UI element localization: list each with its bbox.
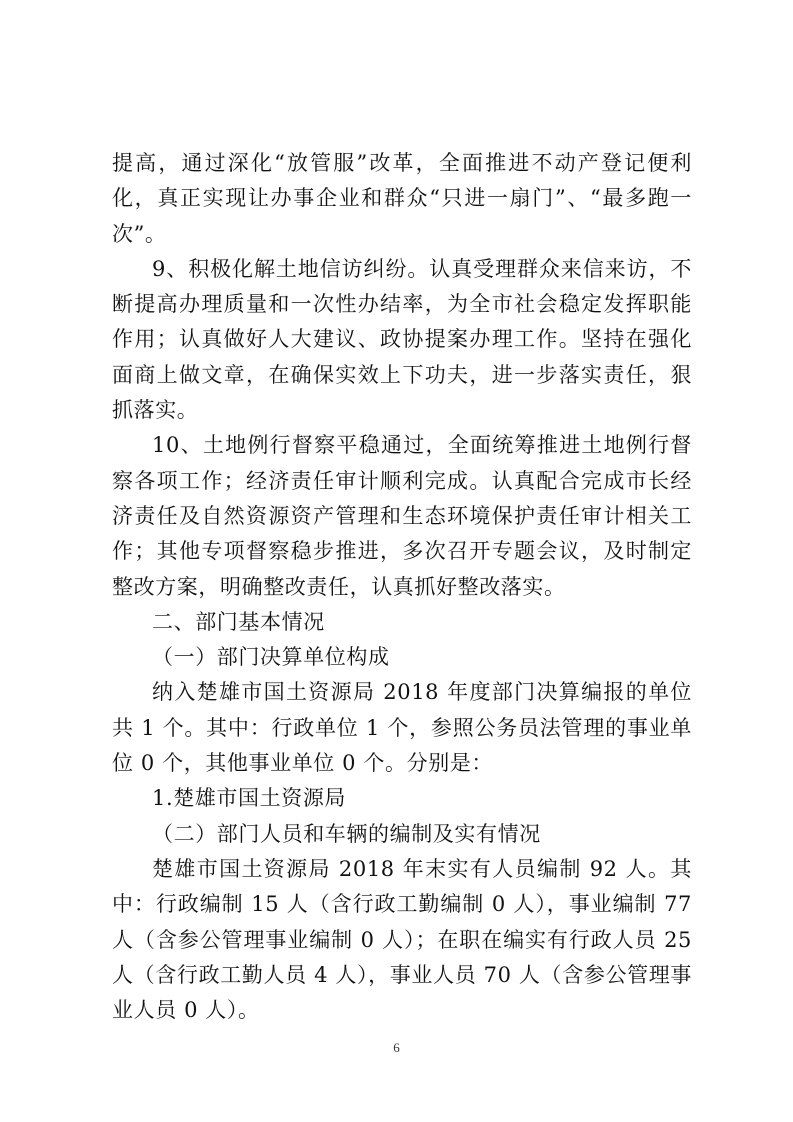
paragraph-continuation: 提高，通过深化“放管服”改革，全面推进不动产登记便利化，真正实现让办事企业和群众“只进一扇门”、“最多跑一次”。 — [112, 151, 692, 246]
section-heading-2: 二、部门基本情况 — [152, 609, 325, 634]
paragraph-unit-composition: 纳入楚雄市国土资源局 2018 年度部门决算编报的单位共 1 个。其中：行政单位 1 个，参照公务员法管理的事业单位 0 个，其他事业单位 0 个。分别是： — [112, 680, 692, 776]
subsection-heading-2: （二）部门人员和车辆的编制及实有情况 — [152, 821, 541, 846]
document-body — [112, 146, 692, 1028]
paragraph-unit-list-item: 1.楚雄市国土资源局 — [152, 786, 347, 811]
paragraph-staffing: 楚雄市国土资源局 2018 年末实有人员编制 92 人。其中：行政编制 15 人（含行政工勤编制 0 人），事业编制 77 人（含参公管理事业编制 0 人）；在职在编实有行政人员 25 人（含行政工勤人员 4 人），事业人员 70 人（含参公管理事业人员 0 人）。 — [112, 856, 692, 1023]
page-number: 6 — [393, 1040, 400, 1055]
subsection-heading-1: （一）部门决算单位构成 — [152, 645, 390, 670]
paragraph-item-9: 9、积极化解土地信访纠纷。认真受理群众来信来访，不断提高办理质量和一次性办结率，为全市社会稳定发挥职能作用；认真做好人大建议、政协提案办理工作。坚持在强化面商上做文章，在确保实效上下功夫，进一步落实责任，狠抓落实。 — [112, 256, 692, 423]
paragraph-item-10: 10、土地例行督察平稳通过，全面统筹推进土地例行督察各项工作；经济责任审计顺利完成。认真配合完成市长经济责任及自然资源资产管理和生态环境保护责任审计相关工作；其他专项督察稳步推进，多次召开专题会议，及时制定整改方案，明确整改责任，认真抓好整改落实。 — [112, 433, 692, 599]
